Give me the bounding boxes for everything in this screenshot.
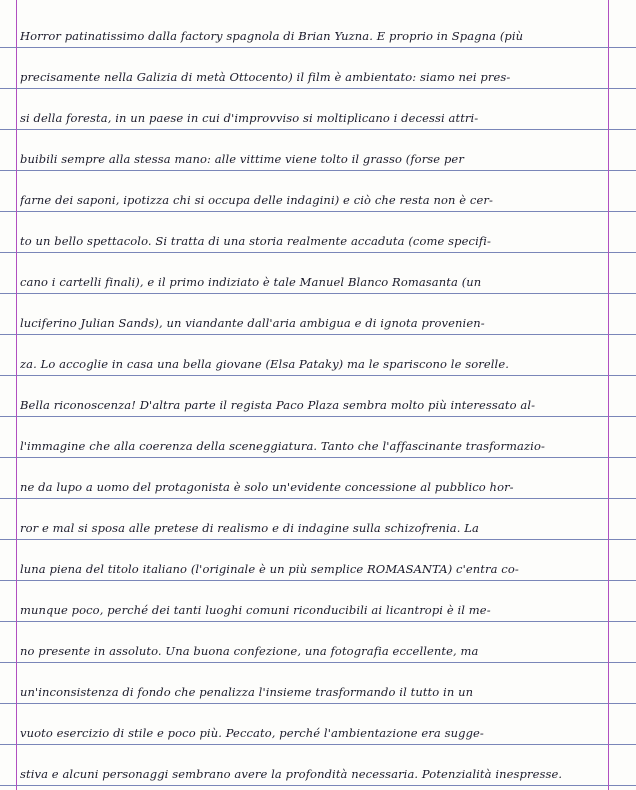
ruled-line xyxy=(0,416,636,417)
ruled-line xyxy=(0,47,636,48)
ruled-line xyxy=(0,375,636,376)
text-line: ror e mal si sposa alle pretese di realismo e di indagine sulla schizofrenia. La xyxy=(20,521,479,535)
text-line: un'inconsistenza di fondo che penalizza l'insieme trasformando il tutto in un xyxy=(20,685,474,699)
ruled-line xyxy=(0,662,636,663)
text-line: si della foresta, in un paese in cui d'improvviso si moltiplicano i decessi attri- xyxy=(20,111,479,125)
text-line: l'immagine che alla coerenza della sceneggiatura. Tanto che l'affascinante trasformazio- xyxy=(20,439,545,453)
text-line: stiva e alcuni personaggi sembrano avere la profondità necessaria. Potenzialità inespresse. xyxy=(20,767,563,781)
ruled-line xyxy=(0,88,636,89)
text-line: Horror patinatissimo dalla factory spagnola di Brian Yuzna. E proprio in Spagna (più xyxy=(20,29,524,43)
text-line: vuoto esercizio di stile e poco più. Peccato, perché l'ambientazione era sugge- xyxy=(20,726,484,740)
text-line: ne da lupo a uomo del protagonista è solo un'evidente concessione al pubblico hor- xyxy=(20,480,514,494)
ruled-line xyxy=(0,211,636,212)
text-line: farne dei saponi, ipotizza chi si occupa delle indagini) e ciò che resta non è cer- xyxy=(20,193,493,207)
ruled-line xyxy=(0,457,636,458)
text-line: luna piena del titolo italiano (l'originale è un più semplice ROMASANTA) c'entra co- xyxy=(20,562,519,576)
text-line: precisamente nella Galizia di metà Ottocento) il film è ambientato: siamo nei pres- xyxy=(20,70,511,84)
ruled-line xyxy=(0,334,636,335)
ruled-line xyxy=(0,621,636,622)
text-line: luciferino Julian Sands), un viandante dall'aria ambigua e di ignota provenien- xyxy=(20,316,485,330)
text-line: no presente in assoluto. Una buona confezione, una fotografia eccellente, ma xyxy=(20,644,479,658)
left-margin-line xyxy=(16,0,17,790)
text-line: munque poco, perché dei tanti luoghi comuni riconducibili ai licantropi è il me- xyxy=(20,603,491,617)
text-line: cano i cartelli finali), e il primo indiziato è tale Manuel Blanco Romasanta (un xyxy=(20,275,482,289)
ruled-line xyxy=(0,129,636,130)
ruled-line xyxy=(0,785,636,786)
ruled-line xyxy=(0,539,636,540)
ruled-line xyxy=(0,744,636,745)
ruled-line xyxy=(0,498,636,499)
text-line: za. Lo accoglie in casa una bella giovane (Elsa Pataky) ma le spariscono le sorelle. xyxy=(20,357,509,371)
ruled-line xyxy=(0,293,636,294)
text-line: Bella riconoscenza! D'altra parte il regista Paco Plaza sembra molto più interessato al- xyxy=(20,398,536,412)
text-line: buibili sempre alla stessa mano: alle vittime viene tolto il grasso (forse per xyxy=(20,152,464,166)
ruled-line xyxy=(0,170,636,171)
ruled-line xyxy=(0,580,636,581)
ruled-line xyxy=(0,703,636,704)
text-line: to un bello spettacolo. Si tratta di una storia realmente accaduta (come specifi- xyxy=(20,234,491,248)
ruled-line xyxy=(0,252,636,253)
